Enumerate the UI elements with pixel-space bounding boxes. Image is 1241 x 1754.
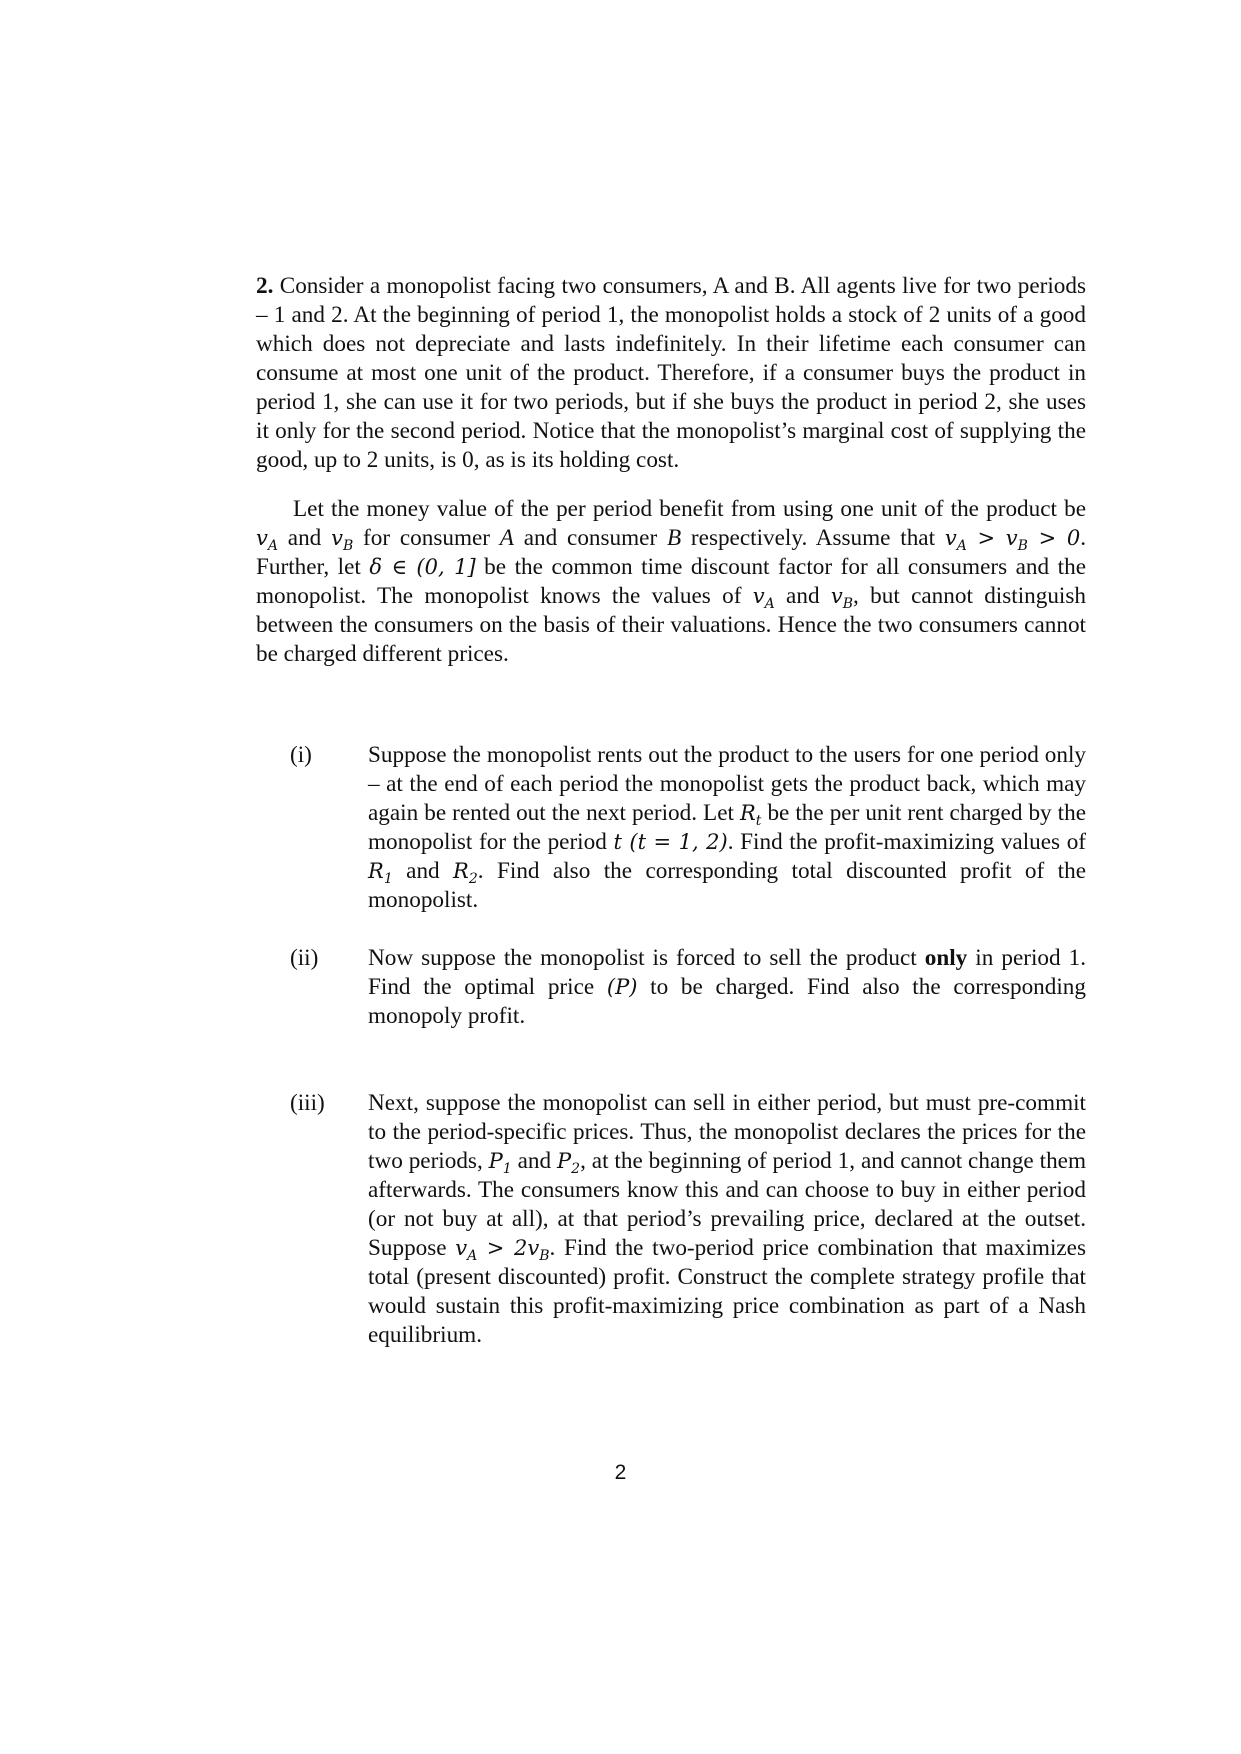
question-number: 2. xyxy=(256,273,274,299)
subpart-text: Now suppose the monopolist is forced to sell the product only in period 1. Find the optimal price (P) to be charged. Find also the corresponding monopoly profit. xyxy=(368,945,1086,1029)
para2-text-2: and xyxy=(278,525,332,551)
math-P1: $P_1$ xyxy=(488,1149,512,1178)
math-vA-gt-2vB: $v_A > 2v_B$ xyxy=(455,1236,550,1265)
page-content xyxy=(256,272,1086,1350)
question-intro-text: Consider a monopolist facing two consumers, A and B. All agents live for two periods – 1 and 2. At the beginning of period 1, the monopolist holds a stock of 2 units of a good which does not depreciate and lasts indefinitely. In their lifetime each consumer can consume at most one unit of the product. Therefore, if a consumer buys the product in period 1, she can use it for two periods, but if she buys the product in period 2, she uses it only for the second period. Notice that the monopolist’s marginal cost of supplying the good, up to 2 units, is 0, as is its holding cost. xyxy=(256,273,1087,473)
para2-text-4: and consumer xyxy=(513,525,667,551)
para2-text-6: . Further, let xyxy=(256,525,1087,580)
subpart-text: Next, suppose the monopolist can sell in either period, but must pre-commit to the period-specific prices. Thus, the monopolist declares the prices for the two periods, $P_1$ and $P_2$, at the beginning of period 1, and cannot change them afterwards. The consumers know this and can choose to buy in either period (or not buy at all), at that period’s prevailing price, declared at the outset. Suppose $v_A > 2v_B$. Find the two-period price combination that maximizes total (present discounted) profit. Construct the complete strategy profile that would sustain this profit-maximizing price combination as part of a Nash equilibrium. xyxy=(368,1090,1086,1348)
subpart-text: Suppose the monopolist rents out the product to the users for one period only – at the end of each period the monopolist gets the product back, which may again be rented out the next period. Let $R_t$ be the per unit rent charged by the monopolist for the period t (t = 1, 2). Find the profit-maximizing values of $R_1$ and $R_2$. Find also the corresponding total discounted profit of the monopolist. xyxy=(368,742,1087,913)
subpart-ii xyxy=(256,944,1086,1031)
para2-text-7: be the common time discount factor for all consumers and the monopolist. The monopolist knows the values of xyxy=(256,554,1086,609)
math-vB-2: $v_B$ xyxy=(830,584,854,613)
math-inequality: $v_A > v_B > 0$ xyxy=(944,526,1081,555)
para2-text-5: respectively. Assume that xyxy=(681,525,945,551)
math-vB: $v_B$ xyxy=(331,526,354,555)
para2-text-3: for consumer xyxy=(353,525,500,551)
math-vA-2: $v_A$ xyxy=(752,584,775,613)
para2-text-1: Let the money value of the per period benefit from using one unit of the product be xyxy=(293,496,1086,522)
subpart-i xyxy=(256,741,1086,915)
subparts-list xyxy=(256,741,1086,1350)
math-vA: $v_A$ xyxy=(256,526,278,555)
math-P2: $P_2$ xyxy=(557,1149,581,1178)
valuation-paragraph xyxy=(256,495,1086,669)
math-R1: $R_1$ xyxy=(368,859,393,888)
math-R2: $R_2$ xyxy=(453,859,478,888)
consumer-A: A xyxy=(499,525,514,551)
page-number: 2 xyxy=(614,1461,627,1484)
subpart-iii xyxy=(256,1089,1086,1350)
para2-text-8: , but cannot distinguish between the consumers on the basis of their valuations. Hence the two consumers cannot be charged different prices. xyxy=(256,583,1086,667)
emphasis-only: only xyxy=(924,945,968,971)
para2-text-and: and xyxy=(774,583,831,609)
math-Rt: $R_t$ xyxy=(739,801,762,830)
subpart-label: (iii) xyxy=(290,1090,325,1116)
consumer-B: B xyxy=(666,525,682,551)
subpart-label: (i) xyxy=(290,742,312,768)
math-delta: δ ∈ (0, 1] xyxy=(369,555,476,579)
subpart-label: (ii) xyxy=(290,945,319,971)
question-intro-paragraph xyxy=(256,272,1086,475)
math-P: (P) xyxy=(606,975,638,999)
math-t-range: t (t = 1, 2) xyxy=(613,830,728,854)
